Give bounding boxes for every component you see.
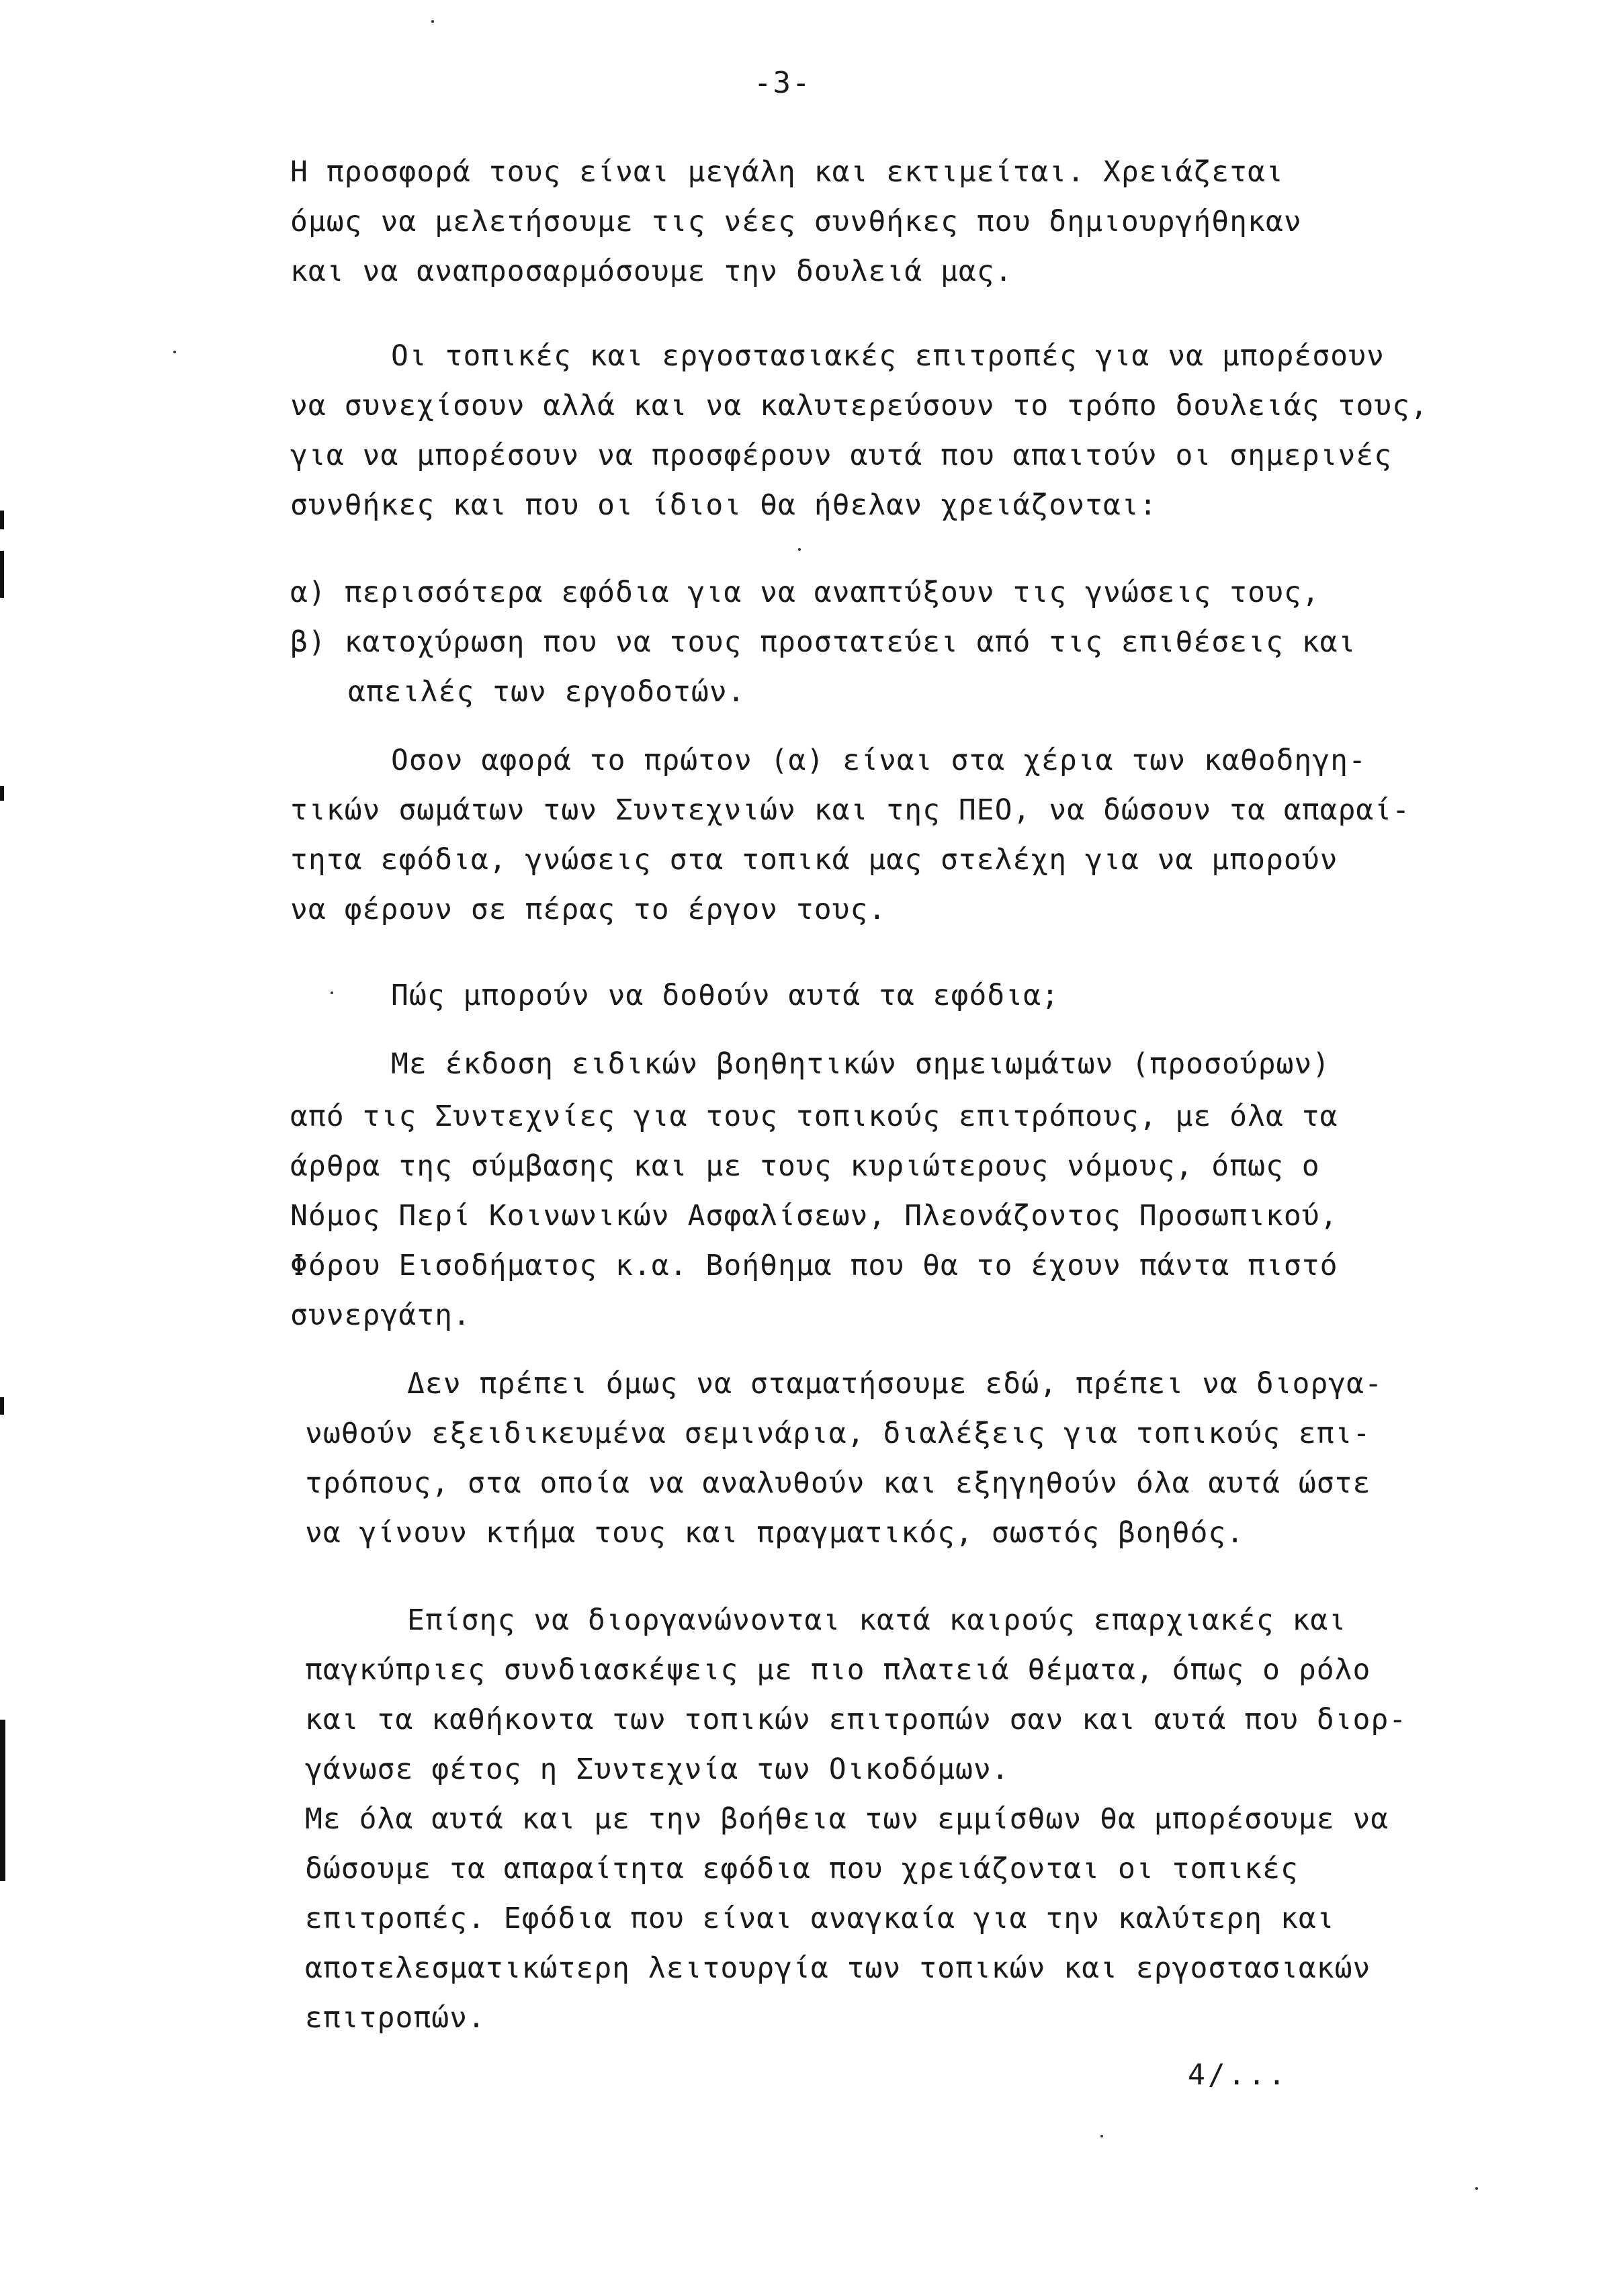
text-line: Νόμος Περί Κοινωνικών Ασφαλίσεων, Πλεονάζοντος Προσωπικού,: [290, 1199, 1338, 1233]
text-line: συνθήκες και που οι ίδιοι θα ήθελαν χρειάζονται:: [290, 488, 1158, 522]
text-line: επιτροπών.: [305, 2001, 486, 2035]
scan-speck: [798, 548, 801, 551]
scan-speck: [1100, 2135, 1103, 2137]
text-line: Με όλα αυτά και με την βοήθεια των εμμίσθων θα μπορέσουμε να: [305, 1802, 1389, 1836]
text-line: αποτελεσματικώτερη λειτουργία των τοπικών και εργοστασιακών: [305, 1951, 1371, 1985]
text-line: Οι τοπικές και εργοστασιακές επιτροπές για να μπορέσουν: [391, 339, 1385, 373]
text-line: να γίνουν κτήμα τους και πραγματικός, σωστός βοηθός.: [305, 1516, 1245, 1550]
scan-edge-mark: [0, 511, 4, 529]
text-line: γάνωσε φέτος η Συντεχνία των Οικοδόμων.: [305, 1753, 1010, 1786]
text-line: Επίσης να διοργανώνονται κατά καιρούς επαρχιακές και: [407, 1603, 1347, 1637]
scan-speck: [431, 20, 434, 23]
text-line: Η προσφορά τους είναι μεγάλη και εκτιμείται. Χρειάζεται: [290, 155, 1284, 189]
text-line: να συνεχίσουν αλλά και να καλυτερεύσουν το τρόπο δουλειάς τους,: [290, 389, 1428, 423]
scan-speck: [173, 351, 176, 353]
scan-speck: [1475, 2187, 1478, 2190]
text-line: Πώς μπορούν να δοθούν αυτά τα εφόδια;: [391, 979, 1059, 1012]
text-line: Με έκδοση ειδικών βοηθητικών σημειωμάτων (προσούρων): [391, 1047, 1331, 1081]
text-line: να φέρουν σε πέρας το έργον τους.: [290, 893, 887, 926]
text-line: όμως να μελετήσουμε τις νέες συνθήκες που δημιουργήθηκαν: [290, 205, 1302, 238]
scan-edge-mark: [0, 1720, 5, 1881]
text-line: από τις Συντεχνίες για τους τοπικούς επιτρόπους, με όλα τα: [290, 1100, 1338, 1133]
list-item: α) περισσότερα εφόδια για να αναπτύξουν τις γνώσεις τους,: [290, 576, 1320, 609]
continuation-marker: 4/...: [1188, 2058, 1289, 2092]
list-item-continuation: απειλές των εργοδοτών.: [348, 675, 746, 709]
text-line: άρθρα της σύμβασης και με τους κυριώτερους νόμους, όπως ο: [290, 1149, 1320, 1183]
scan-edge-mark: [0, 786, 4, 801]
text-line: νωθούν εξειδικευμένα σεμινάρια, διαλέξεις για τοπικούς επι-: [305, 1417, 1371, 1450]
text-line: συνεργάτη.: [290, 1298, 471, 1332]
text-line: Δεν πρέπει όμως να σταματήσουμε εδώ, πρέπει να διοργα-: [407, 1367, 1383, 1401]
scan-edge-mark: [0, 1397, 4, 1415]
text-line: επιτροπές. Εφόδια που είναι αναγκαία για την καλύτερη και: [305, 1902, 1335, 1935]
text-line: Φόρου Εισοδήματος κ.α. Βοήθημα που θα το έχουν πάντα πιστό: [290, 1249, 1338, 1282]
page-number: -3-: [754, 66, 812, 100]
text-line: τικών σωμάτων των Συντεχνιών και της ΠΕΟ, να δώσουν τα απαραί-: [290, 793, 1411, 827]
text-line: και να αναπροσαρμόσουμε την δουλειά μας.: [290, 255, 1013, 288]
list-item: β) κατοχύρωση που να τους προστατεύει από τις επιθέσεις και: [290, 625, 1356, 659]
scan-speck: [331, 991, 333, 994]
text-line: τητα εφόδια, γνώσεις στα τοπικά μας στελέχη για να μπορούν: [290, 843, 1338, 877]
text-line: παγκύπριες συνδιασκέψεις με πιο πλατειά θέματα, όπως ο ρόλο: [305, 1653, 1371, 1687]
text-line: Οσον αφορά το πρώτον (α) είναι στα χέρια των καθοδηγη-: [391, 744, 1366, 777]
text-line: δώσουμε τα απαραίτητα εφόδια που χρειάζονται οι τοπικές: [305, 1852, 1299, 1886]
text-line: για να μπορέσουν να προσφέρουν αυτά που απαιτούν οι σημερινές: [290, 439, 1393, 472]
scan-edge-mark: [0, 551, 4, 598]
text-line: τρόπους, στα οποία να αναλυθούν και εξηγηθούν όλα αυτά ώστε: [305, 1466, 1371, 1500]
text-line: και τα καθήκοντα των τοπικών επιτροπών σαν και αυτά που διορ-: [305, 1703, 1407, 1736]
